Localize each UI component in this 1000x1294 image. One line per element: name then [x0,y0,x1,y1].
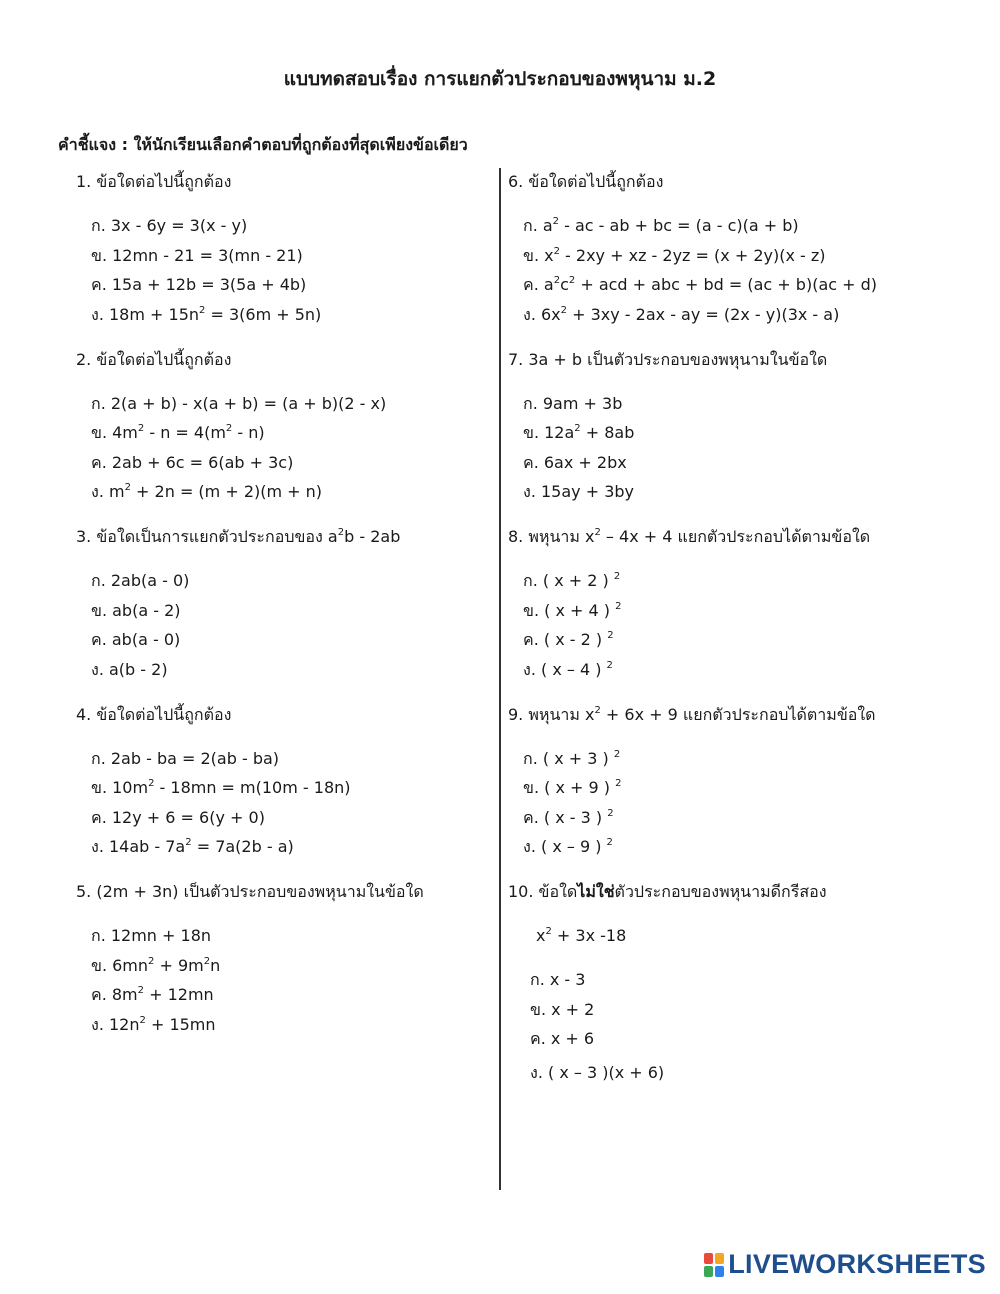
answer-option[interactable]: ก. 2ab - ba = 2(ab - ba) [91,748,280,768]
question-text: 8. พหุนาม $x^2 - 4x + 4$ แยกตัวประกอบได้ตามข้อใด [508,527,871,546]
answer-option[interactable]: ง. 15ay + 3by [523,482,634,502]
right-column [508,171,978,1082]
page-title: แบบทดสอบเรื่อง การแยกตัวประกอบของพหุนาม ม.2 [283,68,717,90]
answer-option[interactable]: ค. $8m^2 + 12mn$ [91,985,214,1005]
answer-options [508,969,978,1091]
answer-option[interactable]: ง. ( x – 4 ) $^2$ [523,659,613,679]
logo-block [715,1253,724,1264]
question-text: 9. พหุนาม $x^2 + 6x + 9$ แยกตัวประกอบได้ตามข้อใด [508,704,876,724]
answer-option[interactable]: ค. ( x - 3 ) $^2$ [523,807,614,827]
question-text: 3. ข้อใดเป็นการแยกตัวประกอบของ $a^2b - 2ab$ [76,527,401,546]
question-9 [508,704,978,882]
answer-option[interactable]: ง. ( x – 3 )(x + 6) [530,1062,665,1082]
answer-option[interactable]: ค. 2ab + 6c = 6(ab + 3c) [91,452,294,472]
answer-option[interactable]: ค. 12y + 6 = 6(y + 0) [91,807,265,827]
answer-option[interactable]: ง. $12n^2 + 15mn$ [91,1014,216,1034]
answer-options [508,570,978,688]
answer-option[interactable]: ง. ( x – 9 ) $^2$ [523,837,613,857]
answer-option[interactable]: ง. $m^2 + 2n = (m + 2)(m + n)$ [91,482,323,502]
answer-option[interactable]: ก. 9am + 3b [523,393,623,413]
question-text: 4. ข้อใดต่อไปนี้ถูกต้อง [76,704,232,724]
answer-option[interactable]: ข. ab(a - 2) [91,600,181,620]
answer-options [76,925,486,1043]
answer-option[interactable]: ก. x - 3 [530,970,586,989]
answer-option[interactable]: ง. a(b - 2) [91,659,168,679]
answer-option[interactable]: ข. ( x + 4 ) $^2$ [523,600,622,620]
column-divider [499,168,501,1190]
logo-block [704,1253,713,1264]
answer-option[interactable]: ค. 6ax + 2bx [523,452,627,472]
answer-option[interactable]: ก. ( x + 3 ) $^2$ [523,748,621,768]
answer-options [508,393,978,511]
answer-option[interactable]: ข. x + 2 [530,999,595,1019]
logo-mark-icon [704,1253,724,1277]
answer-options [76,393,486,511]
answer-option[interactable]: ก. 3x - 6y = 3(x - y) [91,216,248,235]
question-text: 7. 3a + b เป็นตัวประกอบของพหุนามในข้อใด [508,349,828,369]
answer-option[interactable]: ข. $6mn^2 + 9m^2n$ [91,955,221,975]
answer-option[interactable]: ก. ( x + 2 ) $^2$ [523,571,621,590]
left-column [76,171,486,1059]
answer-option[interactable]: ง. $6x^2 + 3xy - 2ax$ - ay = (2x - y)(3x - a) [523,304,840,324]
question-4 [76,704,486,882]
instructions: คำชี้แจง : ให้นักเรียนเลือกคำตอบที่ถูกต้องที่สุดเพียงข้อเดียว [58,135,468,154]
answer-options [76,215,486,333]
answer-option[interactable]: ก. 12mn + 18n [91,926,212,945]
answer-options [508,748,978,866]
question-10 [508,881,978,1082]
question-1 [76,171,486,349]
question-text: 1. ข้อใดต่อไปนี้ถูกต้อง [76,172,232,191]
answer-option[interactable]: ก. 2(a + b) - x(a + b) = (a + b)(2 - x) [91,393,387,413]
answer-option[interactable]: ง. $14ab - 7a^2 = 7a(2b - a)$ [91,837,294,857]
answer-option[interactable]: ก. 2ab(a - 0) [91,571,190,590]
question-3 [76,526,486,704]
logo-block [715,1266,724,1277]
answer-option[interactable]: ค. ab(a - 0) [91,630,181,650]
answer-option[interactable]: ข. 12mn - 21 = 3(mn - 21) [91,245,303,265]
question-6 [508,171,978,349]
answer-option[interactable]: ข. $10m^2 - 18mn = m(10m - 18n)$ [91,778,351,798]
answer-option[interactable]: ข. $12a^2 + 8ab$ [523,423,635,443]
question-5 [76,881,486,1059]
answer-option[interactable]: ค. ( x - 2 ) $^2$ [523,630,614,650]
answer-option[interactable]: ข. $4m^2 - n = 4(m^2 - n)$ [91,423,265,443]
answer-options [508,215,978,333]
answer-options [76,748,486,866]
answer-option[interactable]: ข. ( x + 9 ) $^2$ [523,778,622,798]
answer-option[interactable]: ง. $18m + 15n^2 = 3(6m + 5n)$ [91,304,322,324]
answer-option[interactable]: ก. $a^2$ - ac - ab + bc = (a - c)(a + b) [523,216,799,235]
question-7 [508,349,978,527]
question-text: 2. ข้อใดต่อไปนี้ถูกต้อง [76,349,232,369]
answer-option[interactable]: ข. $x^2 - 2xy$ + xz - 2yz = (x + 2y)(x - z) [523,245,826,265]
question-text: 6. ข้อใดต่อไปนี้ถูกต้อง [508,172,664,191]
logo-block [704,1266,713,1277]
question-2 [76,349,486,527]
answer-option[interactable]: ค. 15a + 12b = 3(5a + 4b) [91,275,307,295]
answer-option[interactable]: ค. x + 6 [530,1029,595,1049]
logo-text: LIVEWORKSHEETS [728,1249,986,1279]
question-text: 10. ข้อใดไม่ใช่ตัวประกอบของพหุนามดีกรีสอง [508,882,827,901]
question-text: 5. (2m + 3n) เป็นตัวประกอบของพหุนามในข้อใด [76,882,424,901]
answer-option[interactable]: ค. $a^2c^2$ + acd + abc + bd = (ac + b)(ac + d) [523,275,878,295]
liveworksheets-logo [704,1249,986,1280]
answer-options [76,570,486,688]
question-8 [508,526,978,704]
question-polynomial: $x^2 + 3x$ -18 [536,926,627,945]
